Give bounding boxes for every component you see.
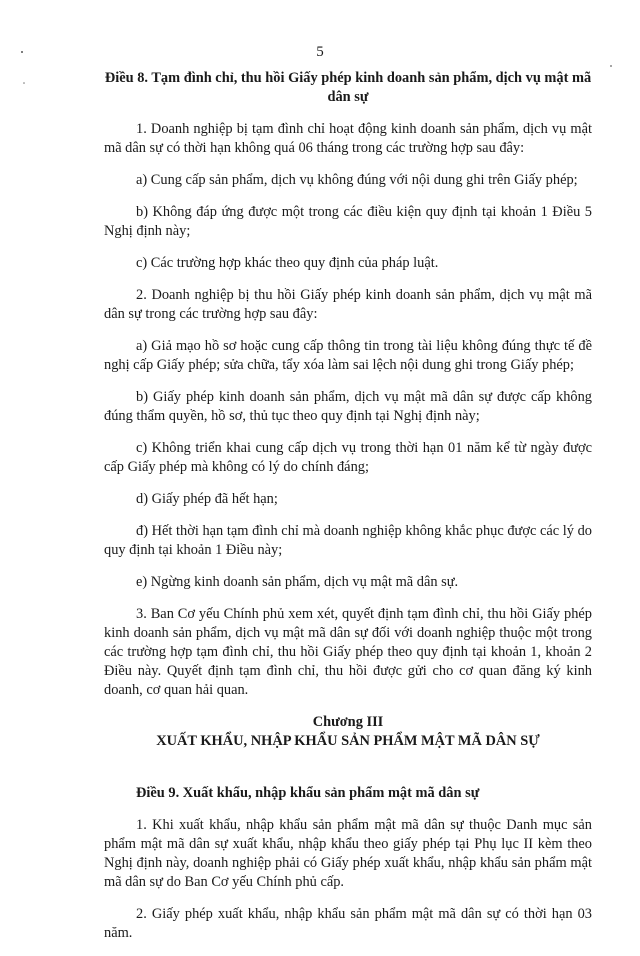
chapter-label: Chương III	[312, 714, 384, 730]
document-body	[104, 69, 592, 956]
article-8-title: Điều 8. Tạm đình chỉ, thu hồi Giấy phép kinh doanh sản phẩm, dịch vụ mật mã dân sự	[104, 70, 592, 105]
article-8-clause-1a: a) Cung cấp sản phẩm, dịch vụ không đúng với nội dung ghi trên Giấy phép;	[136, 172, 578, 188]
article-9-clause-2: 2. Giấy phép xuất khẩu, nhập khẩu sản phẩm mật mã dân sự có thời hạn 03 năm.	[104, 906, 592, 941]
article-8-clause-2d: d) Giấy phép đã hết hạn;	[136, 491, 278, 507]
article-8-clause-2dd: đ) Hết thời hạn tạm đình chỉ mà doanh nghiệp không khắc phục được các lý do quy định tại khoản 1 Điều này;	[104, 523, 592, 558]
article-9-clause-1: 1. Khi xuất khẩu, nhập khẩu sản phẩm mật mã dân sự thuộc Danh mục sản phẩm mật mã dân sự xuất khẩu, nhập khẩu theo giấy phép tại Phụ lục II kèm theo Nghị định này, doanh nghiệp phải có Giấy phép xuất khẩu, nhập khẩu sản phẩm mật mã dân sự do Ban Cơ yếu Chính phủ cấp.	[104, 817, 592, 890]
article-8-clause-1c: c) Các trường hợp khác theo quy định của pháp luật.	[136, 255, 439, 271]
article-8-clause-3: 3. Ban Cơ yếu Chính phủ xem xét, quyết định tạm đình chỉ, thu hồi Giấy phép kinh doanh sản phẩm, dịch vụ mật mã dân sự đối với doanh nghiệp thuộc một trong các trường hợp tạm đình chỉ, thu hồi Giấy phép theo quy định tại khoản 1, khoản 2 Điều này. Quyết định tạm đình chỉ, thu hồi được gửi cho cơ quan đăng ký kinh doanh, cơ quan hải quan.	[104, 606, 592, 698]
scan-speck	[23, 82, 25, 84]
article-8-clause-2: 2. Doanh nghiệp bị thu hồi Giấy phép kinh doanh sản phẩm, dịch vụ mật mã dân sự trong các trường hợp sau đây:	[104, 287, 592, 322]
chapter-title: XUẤT KHẨU, NHẬP KHẨU SẢN PHẨM MẬT MÃ DÂN SỰ	[156, 733, 540, 749]
article-8-clause-2e: e) Ngừng kinh doanh sản phẩm, dịch vụ mật mã dân sự.	[136, 574, 459, 590]
article-8-clause-2c: c) Không triển khai cung cấp dịch vụ trong thời hạn 01 năm kể từ ngày được cấp Giấy phép mà không có lý do chính đáng;	[104, 440, 592, 475]
article-9-title: Điều 9. Xuất khẩu, nhập khẩu sản phẩm mật mã dân sự	[136, 785, 480, 801]
article-8-clause-1b: b) Không đáp ứng được một trong các điều kiện quy định tại khoản 1 Điều 5 Nghị định này;	[104, 204, 592, 239]
article-8-clause-2b: b) Giấy phép kinh doanh sản phẩm, dịch vụ mật mã dân sự được cấp không đúng thẩm quyền, hồ sơ, thủ tục theo quy định tại Nghị định này;	[104, 389, 592, 424]
article-8-clause-1: 1. Doanh nghiệp bị tạm đình chỉ hoạt động kinh doanh sản phẩm, dịch vụ mật mã dân sự có thời hạn không quá 06 tháng trong các trường hợp sau đây:	[104, 121, 592, 156]
page-number: 5	[316, 44, 324, 60]
scan-speck	[610, 65, 612, 67]
article-8-clause-2a: a) Giả mạo hồ sơ hoặc cung cấp thông tin trong tài liệu không đúng thực tế đề nghị cấp Giấy phép; sửa chữa, tẩy xóa làm sai lệch nội dung ghi trong Giấy phép;	[104, 338, 592, 373]
